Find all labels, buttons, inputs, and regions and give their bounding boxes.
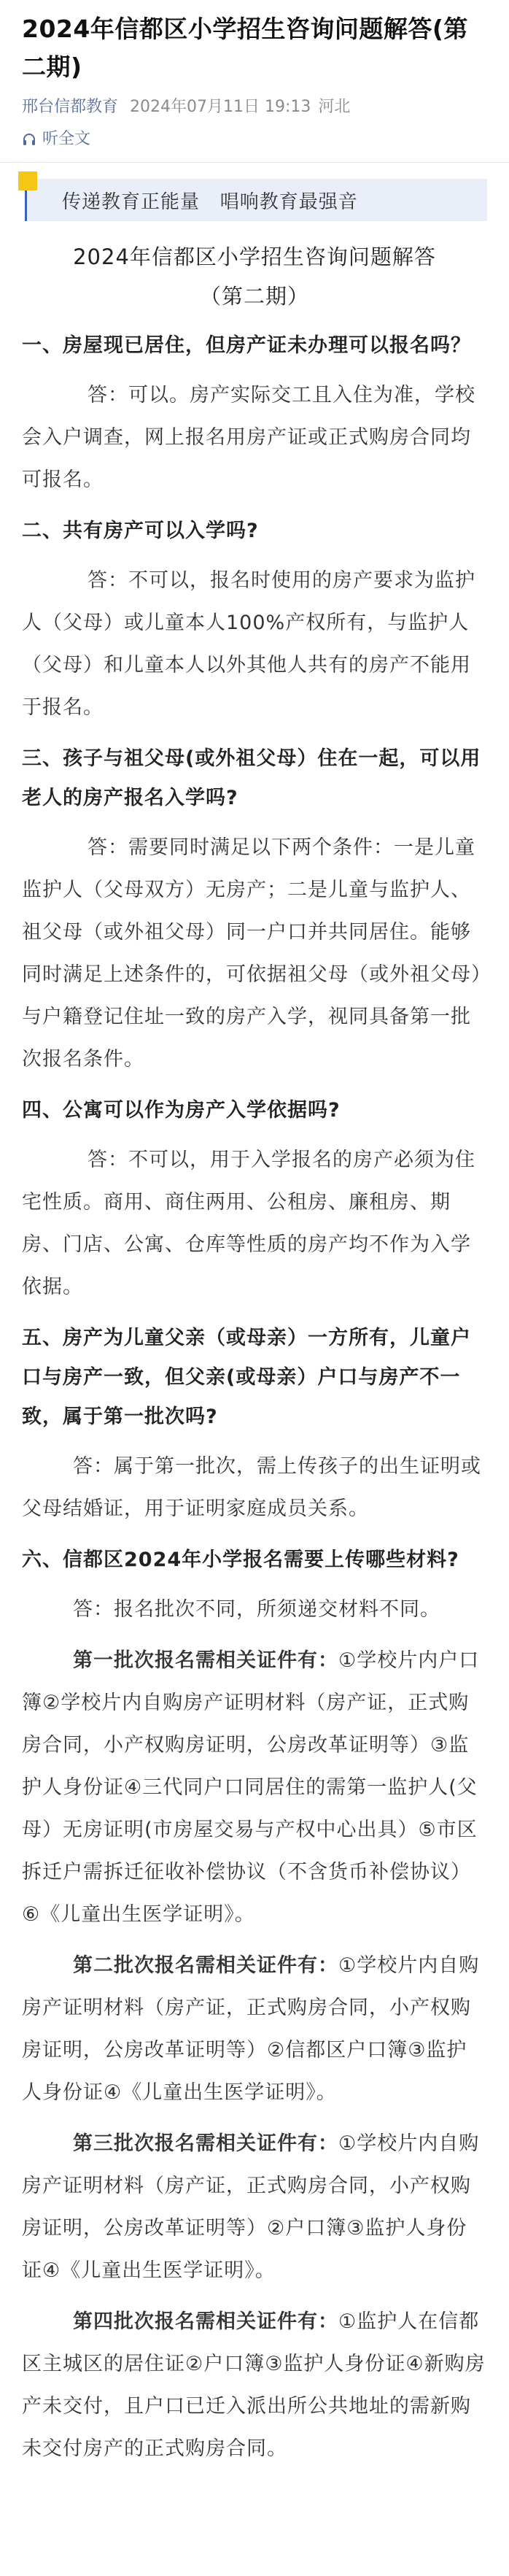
- article-page: [0, 10, 509, 2470]
- question-1: 一、房屋现已居住，但房产证未办理可以报名吗？: [22, 334, 471, 357]
- header-divider: [0, 162, 509, 163]
- answer-2: 答：不可以，报名时使用的房产要求为监护人（父母）或儿童本人100%产权所有，与监护人（父母）和儿童本人以外其他人共有的房产不能用于报名。: [22, 569, 475, 719]
- banner-accent-square: [18, 171, 37, 190]
- batch-2-requirements: [22, 1945, 487, 2114]
- listen-label: 听全文: [42, 130, 91, 148]
- answer-4: 答：不可以，用于入学报名的房产必须为住宅性质。商用、商住两用、公租房、廉租房、期房、门店、公寓、仓库等性质的房产均不作为入学依据。: [22, 1149, 475, 1298]
- batch-1-lead: 第一批次报名需相关证件有：: [73, 1649, 338, 1672]
- batch-4-lead: 第四批次报名需相关证件有：: [73, 2310, 338, 2333]
- answer-5: 答：属于第一批次，需上传孩子的出生证明或父母结婚证，用于证明家庭成员关系。: [22, 1455, 481, 1520]
- answer-6: 答：报名批次不同，所须递交材料不同。: [73, 1598, 440, 1621]
- headphones-icon: [22, 132, 36, 147]
- question-5: 五、房产为儿童父亲（或母亲）一方所有，儿童户口与房产一致，但父亲(或母亲）户口与房产不一致，属于第一批次吗?: [22, 1327, 471, 1428]
- batch-3-requirements: [22, 2123, 487, 2292]
- article-title-line2: （第二期）: [199, 284, 309, 309]
- source-account-link[interactable]: 邢台信都教育: [22, 98, 119, 116]
- listen-button[interactable]: [22, 128, 487, 150]
- batch-4-requirements: [22, 2301, 487, 2470]
- batch-3-lead: 第三批次报名需相关证件有：: [73, 2132, 338, 2155]
- answer-1: 答：可以。房产实际交工且入住为准，学校会入户调查，网上报名用房产证或正式购房合同均可报名。: [22, 384, 475, 491]
- question-2: 二、共有房产可以入学吗?: [22, 520, 259, 542]
- article-title: [22, 237, 487, 316]
- batch-1-requirements: [22, 1640, 487, 1936]
- question-3: 三、孩子与祖父母(或外祖父母）住在一起，可以用老人的房产报名入学吗?: [22, 747, 481, 809]
- batch-2-text: ①学校片内自购房产证明材料（房产证，正式购房合同，小产权购房证明，公房改革证明等）②信都区户口簿③监护人身份证④《儿童出生医学证明》。: [22, 1954, 480, 2104]
- batch-1-text: ①学校片内户口簿②学校片内自购房产证明材料（房产证，正式购房合同，小产权购房证明，公房改革证明等）③监护人身份证④三代同户口同居住的需第一监护人(父母）无房证明(市房屋交易与产权中心出具）⑤市区拆迁户需拆迁征收补偿协议（不含货币补偿协议）⑥《儿童出生医学证明》。: [22, 1649, 480, 1926]
- question-4: 四、公寓可以作为房产入学依据吗?: [22, 1099, 341, 1122]
- batch-2-lead: 第二批次报名需相关证件有：: [73, 1954, 338, 1977]
- question-6: 六、信都区2024年小学报名需要上传哪些材料?: [22, 1549, 459, 1571]
- slogan-banner: [25, 179, 487, 221]
- answer-3: 答：需要同时满足以下两个条件：一是儿童监护人（父母双方）无房产；二是儿童与监护人、祖父母（或外祖父母）同一户口并共同居住。能够同时满足上述条件的，可依据祖父母（或外祖父母）与户籍登记住址一致的房产入学，视同具备第一批次报名条件。: [22, 836, 482, 1071]
- page-title: 2024年信都区小学招生咨询问题解答(第二期): [22, 15, 468, 81]
- banner-slogan: 传递教育正能量 唱响教育最强音: [62, 190, 358, 213]
- article-title-line1: 2024年信都区小学招生咨询问题解答: [73, 244, 436, 269]
- batch-4-text: ①监护人在信都区主城区的居住证②户口簿③监护人身份证④新购房产未交付，且户口已迁入派出所公共地址的需新购未交付房产的正式购房合同。: [22, 2310, 486, 2460]
- publish-location: 河北: [318, 98, 351, 116]
- article-meta: [22, 96, 487, 118]
- batch-3-text: ①学校片内自购房产证明材料（房产证，正式购房合同，小产权购房证明，公房改革证明等）②户口簿③监护人身份证④《儿童出生医学证明》。: [22, 2132, 480, 2282]
- publish-date: 2024年07月11日 19:13: [130, 98, 311, 116]
